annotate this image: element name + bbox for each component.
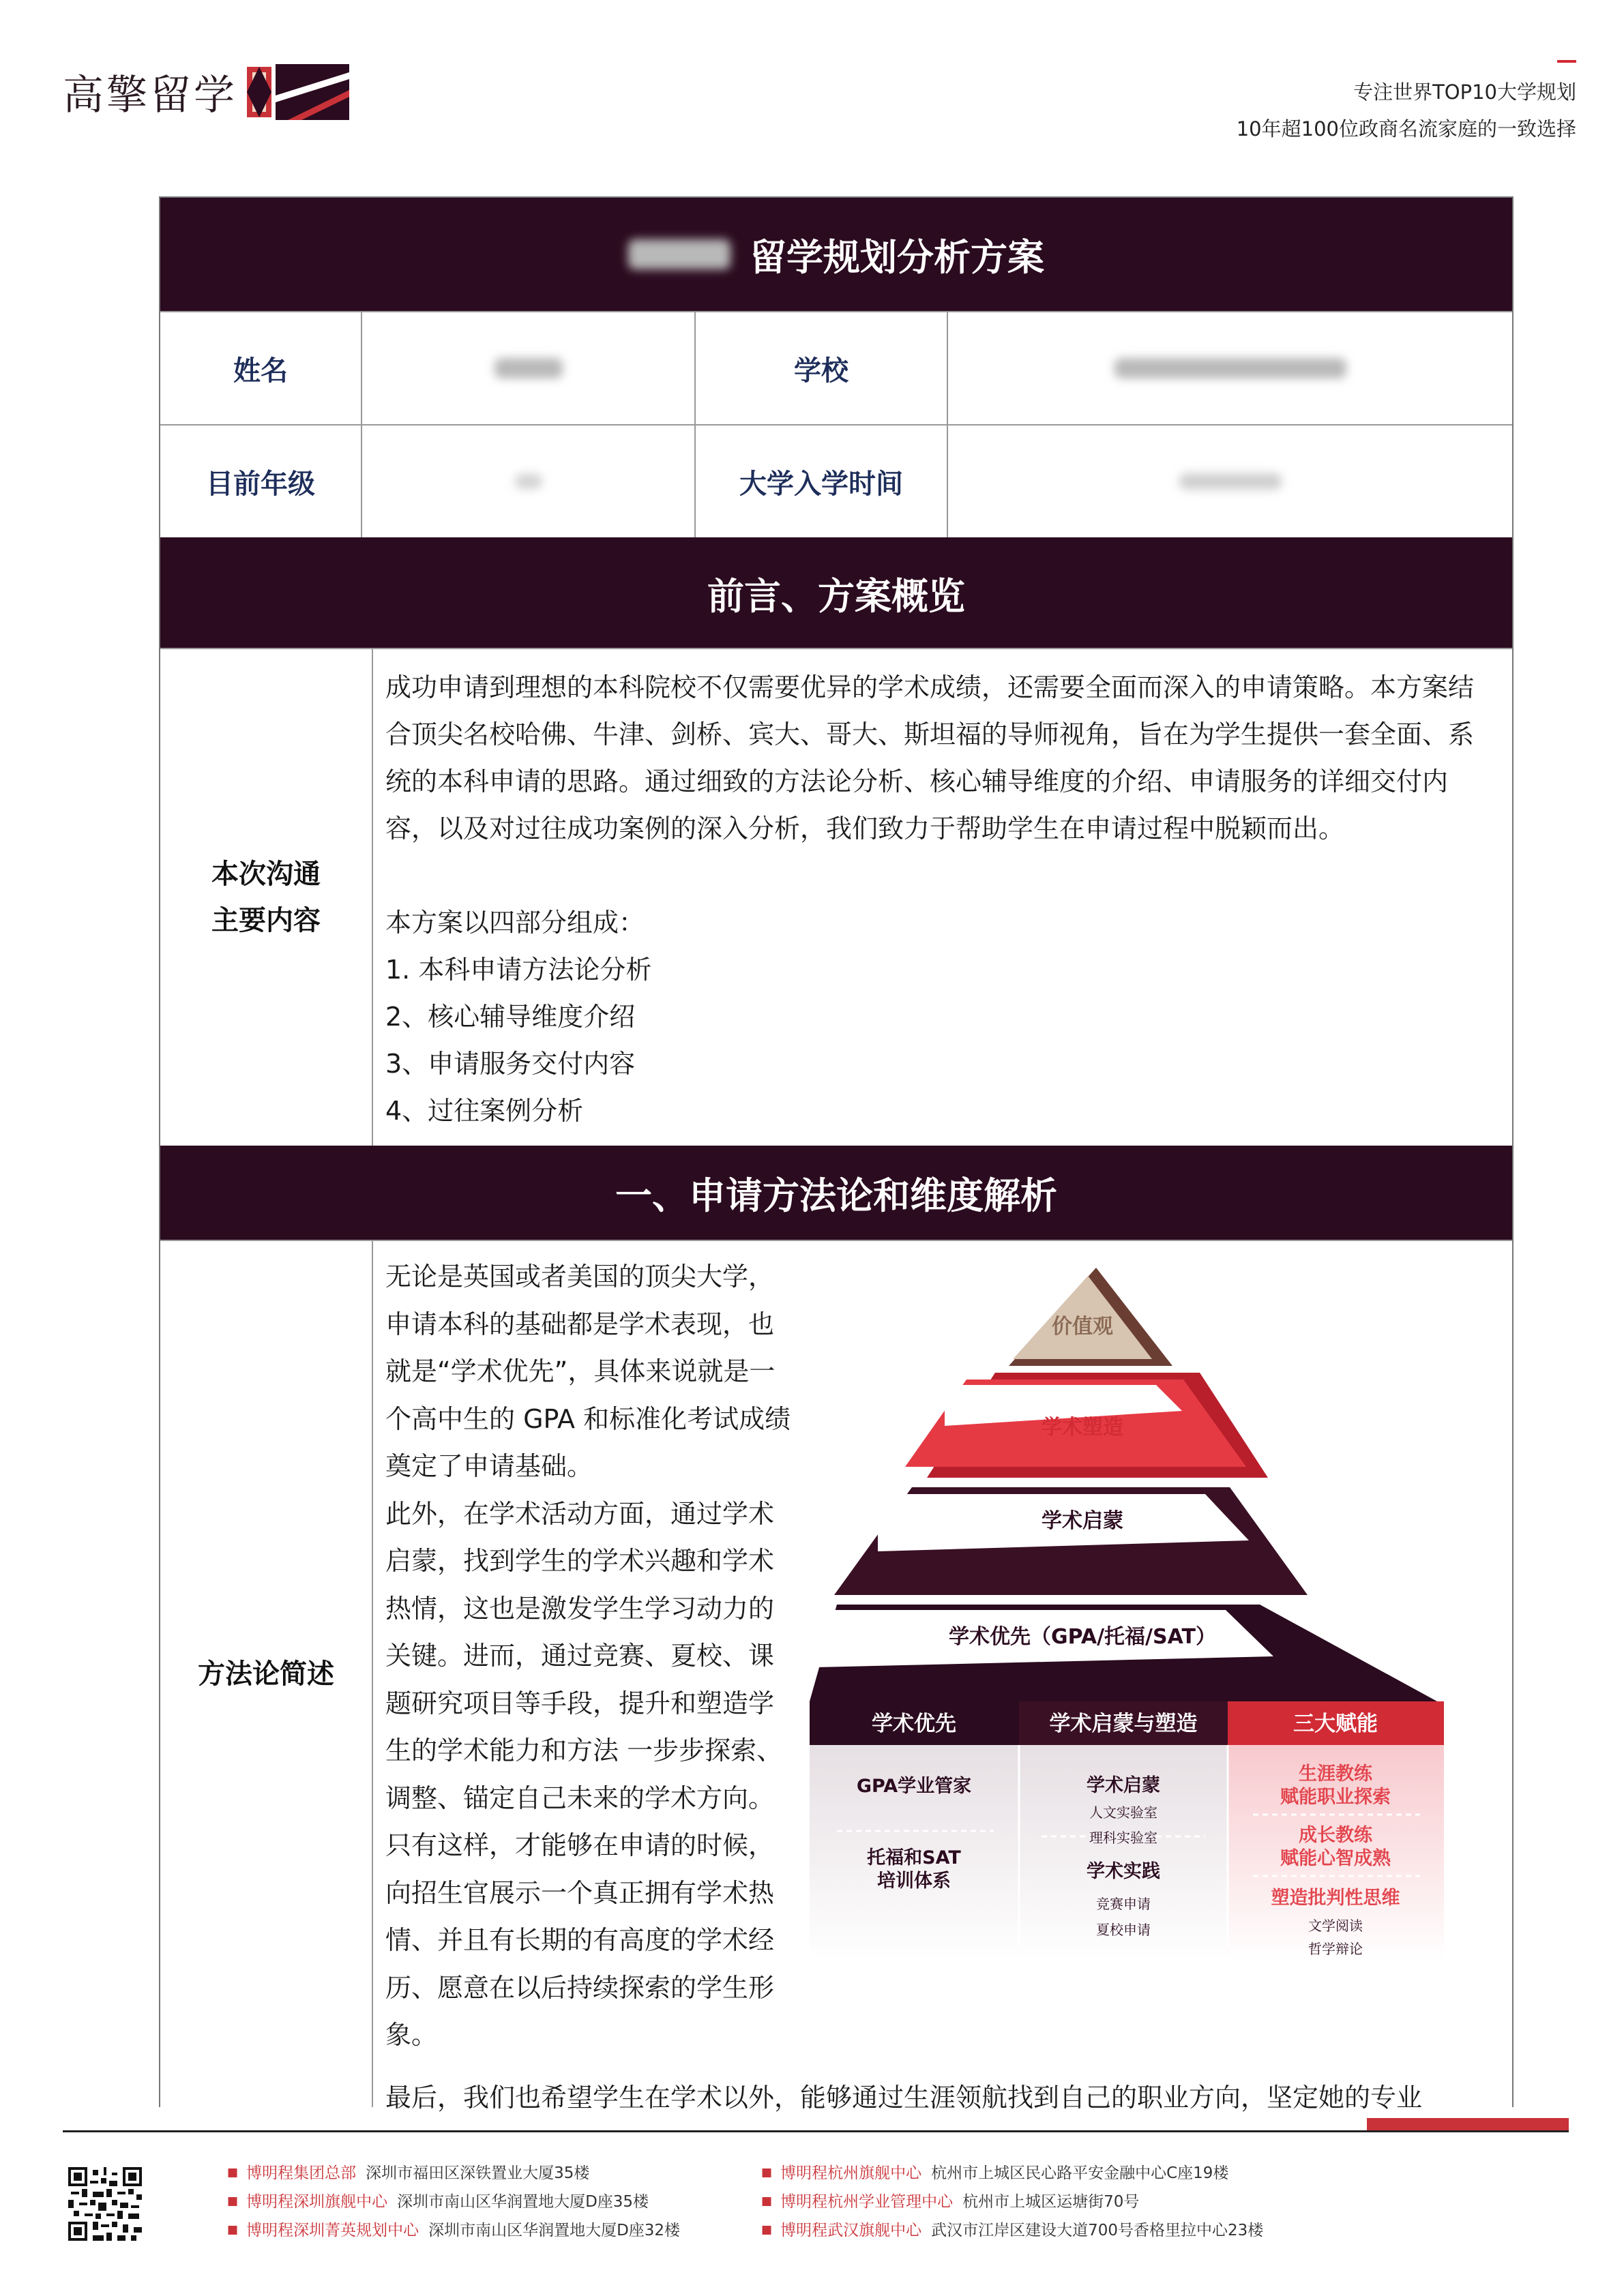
footer-address-item: ■ 博明程深圳旗舰中心 深圳市南山区华润置地大厦D座35楼: [227, 2193, 649, 2211]
footer-address-item: ■ 博明程武汉旗舰中心 武汉市江岸区建设大道700号香格里拉中心23楼: [761, 2222, 1264, 2239]
office-address: 深圳市南山区华润置地大厦D座35楼: [397, 2193, 649, 2211]
entry-label-cell: [696, 426, 948, 537]
grade-label: 目前年级: [206, 468, 315, 500]
method-paragraph-3: 只有这样，才能够在申请的时候，向招生官展示一个真正拥有学术热情、并且有长期的有高度的学术经历、愿意在以后持续探索的学生形象。: [385, 1830, 775, 2050]
office-name: 博明程武汉旗舰中心: [780, 2222, 922, 2239]
office-name: 博明程集团总部: [246, 2164, 357, 2182]
redacted-entry-value: [1179, 473, 1282, 490]
name-value-cell: [362, 312, 696, 424]
redacted-grade-value: [515, 474, 542, 489]
toefl-sat-label: 托福和SAT: [867, 1847, 961, 1868]
info-row-1: [160, 311, 1512, 424]
preface-label-line-2: 主要内容: [211, 905, 321, 936]
redacted-name: [628, 239, 730, 269]
tier-label-shaping: 学术塑造: [1042, 1416, 1123, 1440]
inspiration-label: 学术启蒙: [1087, 1775, 1160, 1796]
office-name: 博明程深圳旗舰中心: [246, 2193, 388, 2211]
tagline-line-2: 10年超100位政商名流家庭的一致选择: [1236, 117, 1576, 140]
footer-address-item: ■ 博明程深圳菁英规划中心 深圳市南山区华润置地大厦D座32楼: [227, 2222, 681, 2239]
grade-value-cell: [362, 426, 696, 537]
tagline: [1237, 74, 1576, 147]
entry-value-cell: [948, 426, 1512, 537]
office-name: 博明程杭州学业管理中心: [780, 2193, 954, 2211]
redacted-school-value: [1114, 358, 1346, 378]
career-coach-label: 生涯教练: [1299, 1763, 1372, 1785]
col-header-priority: 学术优先: [872, 1712, 956, 1736]
method-heading: 一、申请方法论和维度解析: [615, 1174, 1057, 1217]
redacted-name-value: [494, 358, 563, 378]
office-address: 武汉市江岸区建设大道700号香格里拉中心23楼: [931, 2222, 1264, 2239]
col-header-inspiration: 学术启蒙与塑造: [1049, 1712, 1198, 1736]
footer-addresses-left: [227, 2159, 680, 2245]
qr-code-icon: [68, 2167, 142, 2241]
preface-list-item-2: 2、核心辅导维度介绍: [385, 1002, 636, 1032]
footer-address-item: ■ 博明程杭州学业管理中心 杭州市上城区运塘街70号: [761, 2193, 1140, 2211]
footer-address-item: ■ 博明程杭州旗舰中心 杭州市上城区民心路平安金融中心C座19楼: [761, 2164, 1229, 2182]
doc-title-band: [160, 198, 1512, 311]
growth-coach-label: 成长教练: [1299, 1825, 1372, 1846]
science-lab-label: 理科实验室: [1089, 1830, 1157, 1846]
method-label: 方法论简述: [198, 1658, 334, 1690]
humanities-lab-label: 人文实验室: [1089, 1804, 1157, 1821]
logo-mark-icon: [247, 63, 349, 121]
preface-list-item-3: 3、申请服务交付内容: [385, 1049, 636, 1079]
philosophy-label: 哲学辩论: [1308, 1941, 1363, 1957]
tier-label-values: 价值观: [1052, 1315, 1113, 1339]
doc-title: 留学规划分析方案: [750, 235, 1044, 279]
method-row-label: [160, 1241, 373, 2107]
summer-school-label: 夏校申请: [1096, 1922, 1151, 1938]
tagline-accent: [1557, 60, 1576, 63]
office-address: 深圳市南山区华润置地大厦D座32楼: [428, 2222, 681, 2239]
method-body: [373, 1241, 1512, 2113]
growth-empower-label: 赋能心智成熟: [1280, 1848, 1391, 1869]
method-heading-band: [160, 1146, 1512, 1240]
logo-text: 高擎留学: [63, 72, 237, 119]
office-address: 杭州市上城区运塘街70号: [962, 2193, 1140, 2211]
grade-label-cell: [160, 426, 362, 537]
method-paragraph-1: 无论是英国或者美国的顶尖大学，申请本科的基础都是学术表现，也就是“学术优先”，具体来说就是一个高中生的 GPA 和标准化考试成绩奠定了申请基础。: [385, 1262, 791, 1481]
method-text: [385, 1253, 795, 2059]
name-label: 姓名: [233, 355, 288, 387]
footer-address-item: ■ 博明程集团总部 深圳市福田区深铁置业大厦35楼: [227, 2164, 590, 2182]
plan-table: [159, 196, 1514, 2113]
gpa-tutor-label: GPA学业管家: [856, 1776, 972, 1797]
method-row: [160, 1240, 1512, 2113]
footer-accent: [1367, 2118, 1569, 2130]
office-name: 博明程深圳菁英规划中心: [246, 2222, 419, 2239]
info-row-2: [160, 424, 1512, 537]
footer-addresses-right: [761, 2159, 1263, 2245]
preface-paragraph: 成功申请到理想的本科院校不仅需要优异的学术成绩，还需要全面而深入的申请策略。本方案结合顶尖名校哈佛、牛津、剑桥、宾大、哥大、斯坦福的导师视角，旨在为学生提供一套全面、系统的本科申请的思路。通过细致的方法论分析、核心辅导维度的介绍、申请服务的详细交付内容，以及对过往成功案例的深入分析，我们致力于帮助学生在申请过程中脱颖而出。: [385, 672, 1475, 844]
preface-list-item-4: 4、过往案例分析: [385, 1096, 584, 1126]
literature-label: 文学阅读: [1308, 1918, 1363, 1934]
preface-label-line-1: 本次沟通: [211, 859, 321, 890]
preface-list-item-1: 1. 本科申请方法论分析: [385, 955, 652, 985]
footer-divider: [63, 2130, 1569, 2132]
preface-heading: 前言、方案概览: [707, 574, 965, 618]
method-paragraph-2: 此外，在学术活动方面，通过学术启蒙，找到学生的学术兴趣和学术热情，这也是激发学生学习动力的关键。进而，通过竞赛、夏校、课题研究项目等手段，提升和塑造学生的学术能力和方法 一步步探索、调整、锚定自己未来的学术方向。: [385, 1498, 783, 1813]
competition-label: 竞赛申请: [1096, 1896, 1151, 1912]
brand-logo: [63, 63, 349, 121]
tagline-line-1: 专注世界TOP10大学规划: [1353, 80, 1576, 104]
entry-label: 大学入学时间: [739, 468, 903, 500]
pyramid-diagram: [810, 1265, 1444, 1960]
preface-row-label: [160, 649, 373, 1146]
office-address: 深圳市福田区深铁置业大厦35楼: [366, 2164, 590, 2182]
critical-thinking-label: 塑造批判性思维: [1271, 1888, 1400, 1909]
office-address: 杭州市上城区民心路平安金融中心C座19楼: [931, 2164, 1229, 2182]
name-label-cell: [160, 312, 362, 424]
school-label-cell: [696, 312, 948, 424]
tier-label-inspiration: 学术启蒙: [1042, 1509, 1123, 1533]
office-name: 博明程杭州旗舰中心: [780, 2164, 922, 2182]
career-empower-label: 赋能职业探索: [1280, 1787, 1391, 1808]
school-label: 学校: [794, 355, 848, 387]
method-last-line: 最后，我们也希望学生在学术以外，能够通过生涯领航找到自己的职业方向，坚定她的专业: [385, 2083, 1423, 2113]
col-header-empower: 三大赋能: [1293, 1712, 1378, 1736]
preface-list-intro: 本方案以四部分组成：: [385, 908, 645, 938]
school-value-cell: [948, 312, 1512, 424]
tier-label-priority: 学术优先（GPA/托福/SAT）: [949, 1625, 1216, 1649]
preface-body: [373, 649, 1512, 1146]
preface-heading-band: [160, 537, 1512, 648]
training-system-label: 培训体系: [877, 1870, 951, 1892]
preface-row: [160, 648, 1512, 1146]
practice-label: 学术实践: [1087, 1861, 1160, 1882]
